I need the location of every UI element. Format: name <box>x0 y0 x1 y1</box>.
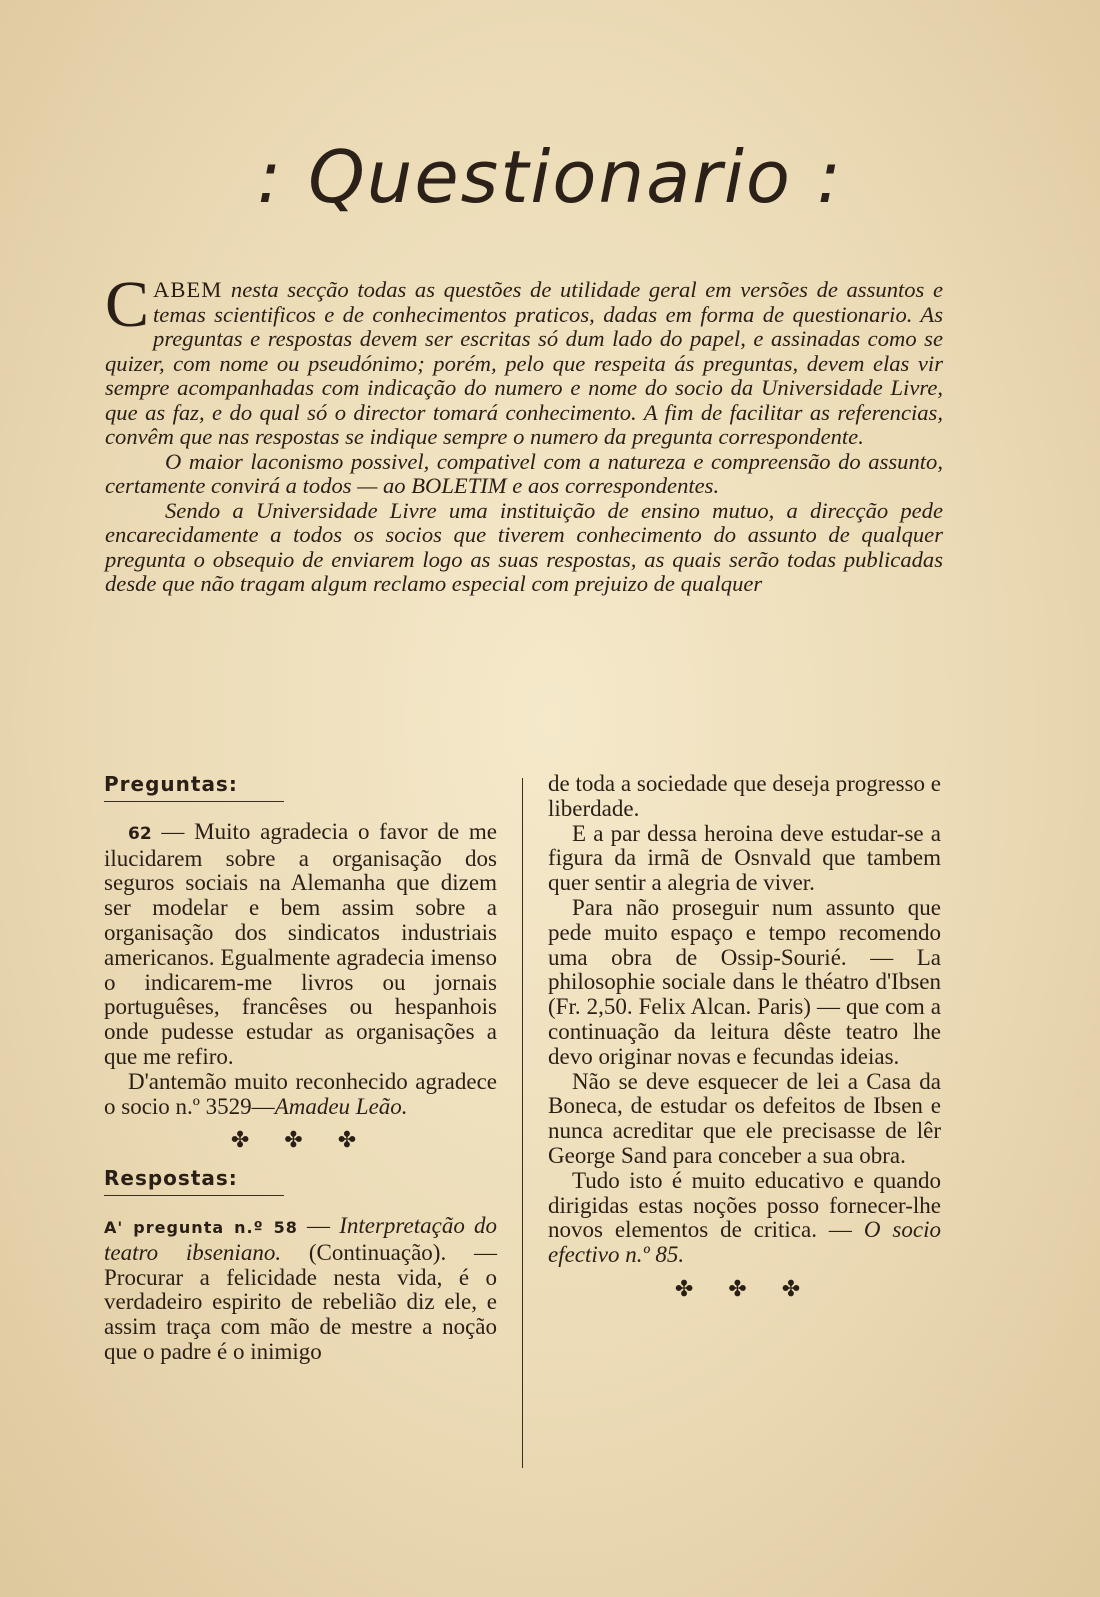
answer-signature: O socio efectivo n.º 85. <box>548 1217 941 1268</box>
ornament-divider: ✤ ✤ ✤ <box>674 1276 815 1302</box>
intro-p1-text: nesta secção todas as questões de utilidade geral em versões de assuntos e temas scientificos e de conhecimentos praticos, dadas em forma de questionario. As preguntas e respostas devem ser escritas só dum lado do papel, e assinadas como se quizer, com nome ou pseudónimo; porém, pelo que respeita ás preguntas, devem elas vir sempre acompanhadas com indicação do numero e nome do socio da Universidade Livre, que as faz, e do qual só o director tomará conhecimento. A fim de facilitar as referencias, convêm que nas respostas se indique sempre o numero da pregunta correspondente. <box>105 277 943 449</box>
answer-dash: — <box>297 1212 340 1238</box>
left-column <box>104 772 497 1365</box>
answers-heading: Respostas: <box>104 1166 238 1191</box>
right-column <box>548 772 941 1315</box>
intro-paragraph-1 <box>105 268 943 450</box>
intro-paragraph-2: O maior laconismo possivel, compativel com a natureza e compreensão do assunto, certamente convirá a todos — ao BOLETIM e aos correspondentes. <box>105 448 943 498</box>
answer-title: Interpretação do teatro ibseniano. <box>104 1212 497 1265</box>
intro-text <box>105 268 943 597</box>
question-text: — Muito agradecia o favor de me ilucidarem sobre a organisação dos seguros sociais na Alemanha que dizem ser modelar e bem assim sobre a organisação dos sindicatos industriais americanos. Egualmente agradecia imenso o indicarem-me livros ou jornais portuguêses, francêses ou hespanhois onde pudesse estudar as organisações a que me refiro. <box>104 818 497 1069</box>
answer-paragraph-1: de toda a sociedade que deseja progresso e liberdade. <box>548 771 941 821</box>
answer-58 <box>104 1214 497 1365</box>
question-number: 62 <box>128 823 152 844</box>
answer-paragraph-4: Não se deve esquecer de lei a Casa da Boneca, de estudar os defeitos de Ibsen e nunca acreditar que ele precisasse de lêr George Sand para conceber a sua obra. <box>548 1068 941 1168</box>
column-divider <box>522 778 523 1468</box>
answer-paragraph-3: Para não proseguir num assunto que pede muito espaço e tempo recomendo uma obra de Ossip-Sourié. — La philosophie sociale dans le théatro d'Ibsen (Fr. 2,50. Felix Alcan. Paris) — que com a continuação da leitura dêste teatro lhe devo originar novas e fecundas ideias. <box>548 894 941 1069</box>
question-author: Amadeu Leão. <box>274 1093 408 1119</box>
intro-paragraph-3: Sendo a Universidade Livre uma instituição de ensino mutuo, a direcção pede encarecidamente a todos os socios que tiverem conhecimento do assunto de qualquer pregunta o obsequio de enviarem logo as suas respostas, as quais serão todas publicadas desde que não tragam algum reclamo especial com prejuizo de qualquer <box>105 497 943 596</box>
question-thanks: D'antemão muito reconhecido agradece o socio n.º 3529— <box>104 1068 497 1119</box>
heading-underline <box>104 801 284 802</box>
question-62 <box>104 820 497 1070</box>
questions-heading: Preguntas: <box>104 772 238 796</box>
answer-p5-text: Tudo isto é muito educativo e quando dirigidas estas noções posso fornecer-lhe novos elementos de critica. — <box>548 1167 941 1243</box>
heading-underline <box>104 1195 284 1196</box>
answer-text: (Continuação). — Procurar a felicidade nesta vida, é o verdadeiro espirito de rebelião diz ele, e assim traça com mão de mestre a noção que o padre é o inimigo <box>104 1239 497 1364</box>
ornament-divider: ✤ ✤ ✤ <box>230 1128 371 1154</box>
question-signature <box>104 1070 497 1120</box>
intro-lead: ABEM <box>153 277 223 302</box>
answer-paragraph-2: E a par dessa heroina deve estudar-se a figura da irmã de Osnvald que tambem quer sentir a alegria de viver. <box>548 820 941 896</box>
answer-paragraph-5 <box>548 1169 941 1268</box>
answer-reference: A' pregunta n.º 58 <box>104 1217 298 1237</box>
drop-cap: C <box>105 268 150 341</box>
page-title: : Questionario : <box>256 135 844 219</box>
